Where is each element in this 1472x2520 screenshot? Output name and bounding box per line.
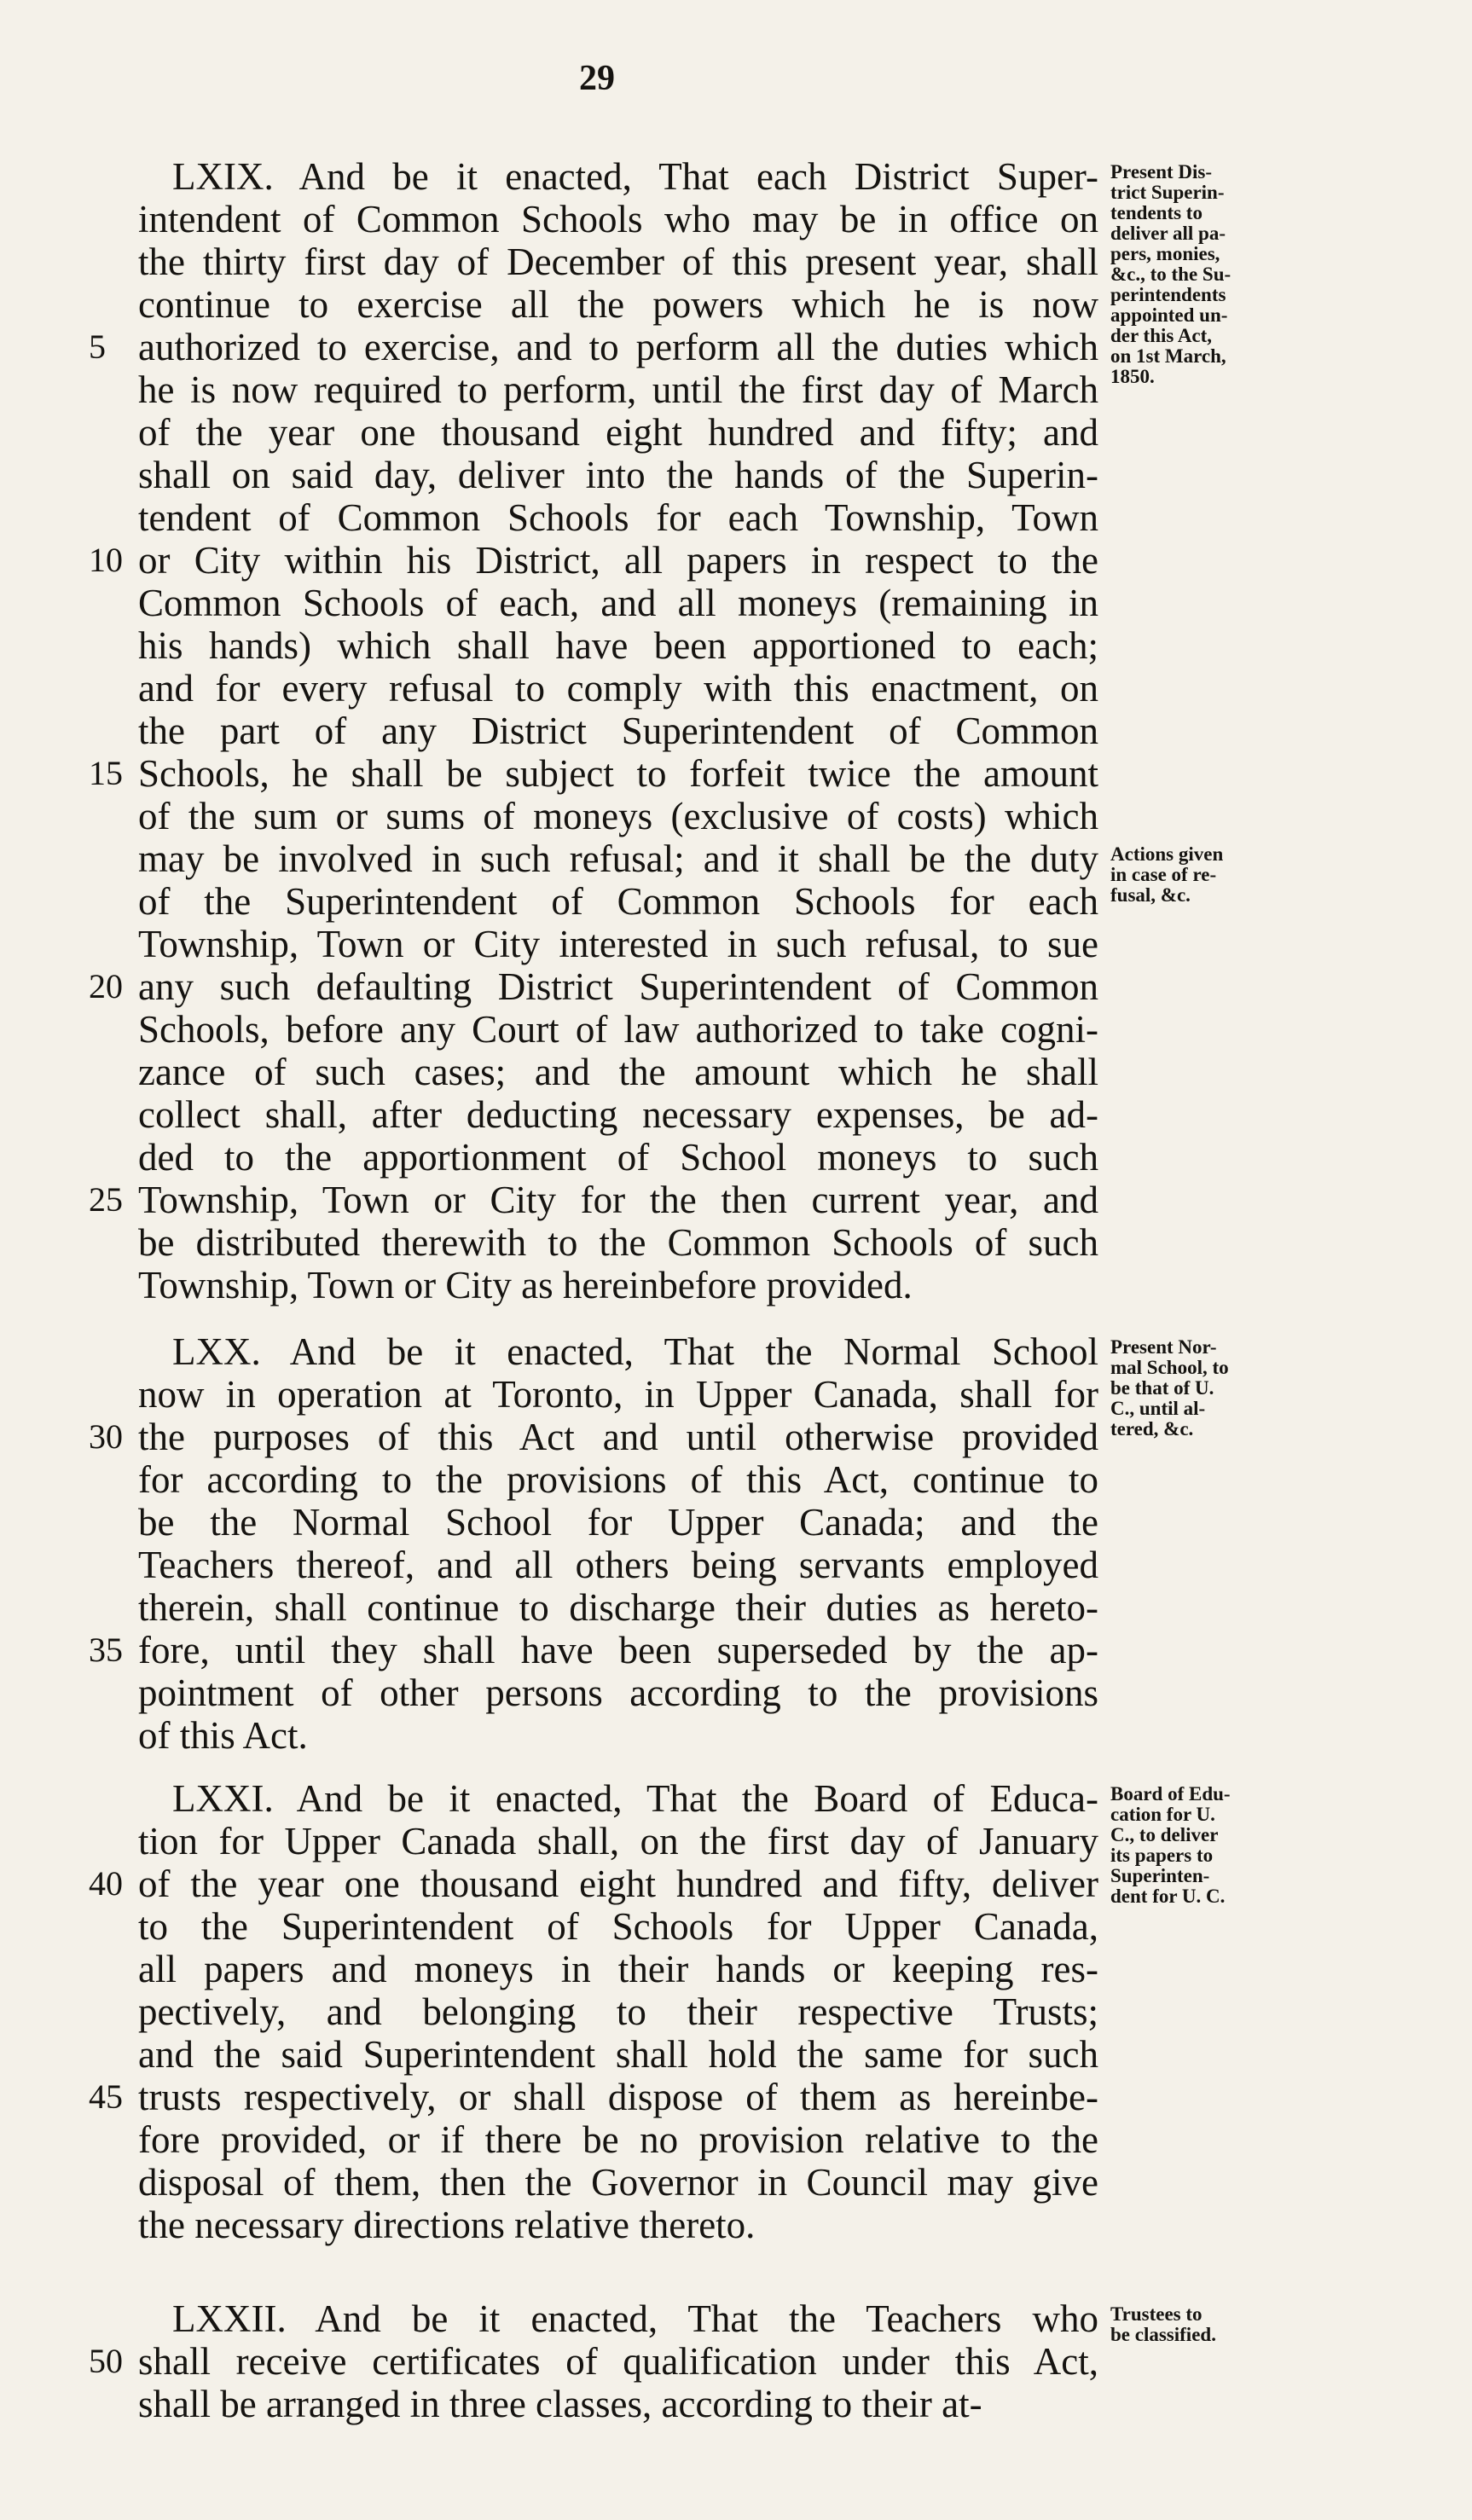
margin-note-line: Superinten- (1110, 1865, 1210, 1886)
margin-note-line: be classified. (1110, 2324, 1216, 2345)
text-line: and for every refusal to comply with this enactment, on (138, 667, 1098, 710)
text-line: he is now required to perform, until the first day of March (138, 368, 1098, 411)
text-line: tion for Upper Canada shall, on the first day of January (138, 1820, 1098, 1862)
margin-note-line: trict Superin- (1110, 182, 1225, 203)
margin-note-line: Trustees to (1110, 2303, 1203, 2325)
line-number: 15 (89, 754, 123, 792)
text-line: may be involved in such refusal; and it shall be the duty (138, 837, 1098, 880)
text-line: be distributed therewith to the Common Schools of such (138, 1221, 1098, 1264)
margin-note-line: tendents to (1110, 202, 1203, 223)
text-line: Teachers thereof, and all others being servants employed (138, 1544, 1098, 1586)
text-line: for according to the provisions of this Act, continue to (138, 1458, 1098, 1501)
text-line: authorized to exercise, and to perform all the duties which (138, 326, 1098, 368)
text-line: of the year one thousand eight hundred and fifty, deliver (138, 1862, 1098, 1905)
text-line: of the year one thousand eight hundred and fifty; and (138, 411, 1098, 454)
text-line: collect shall, after deducting necessary expenses, be ad- (138, 1093, 1098, 1136)
text-line: LXXII. And be it enacted, That the Teachers who (172, 2297, 1098, 2340)
text-line: the thirty first day of December of this present year, shall (138, 240, 1098, 283)
margin-note-line: tered, &c. (1110, 1418, 1194, 1440)
margin-note-line: in case of re- (1110, 864, 1217, 885)
text-line: Common Schools of each, and all moneys (remaining in (138, 582, 1098, 624)
text-line: or City within his District, all papers in respect to the (138, 539, 1098, 582)
text-line: Township, Town or City as hereinbefore provided. (138, 1264, 913, 1306)
text-line: LXIX. And be it enacted, That each District Super- (172, 155, 1098, 198)
text-line: trusts respectively, or shall dispose of them as hereinbe- (138, 2076, 1098, 2118)
line-number: 35 (89, 1631, 123, 1669)
margin-note-line: appointed un- (1110, 304, 1228, 326)
text-line: any such defaulting District Superintendent of Common (138, 965, 1098, 1008)
text-line: intendent of Common Schools who may be in office on (138, 198, 1098, 240)
text-line: disposal of them, then the Governor in Council may give (138, 2161, 1098, 2204)
text-line: tendent of Common Schools for each Township, Town (138, 496, 1098, 539)
text-line: be the Normal School for Upper Canada; and the (138, 1501, 1098, 1544)
margin-note-line: C., until al- (1110, 1398, 1206, 1419)
text-line: now in operation at Toronto, in Upper Canada, shall for (138, 1373, 1098, 1416)
margin-note-line: der this Act, (1110, 325, 1213, 346)
margin-note-line: Present Nor- (1110, 1336, 1217, 1358)
text-line: his hands) which shall have been apportioned to each; (138, 624, 1098, 667)
text-line: shall be arranged in three classes, according to their at- (138, 2383, 982, 2425)
line-number: 10 (89, 541, 123, 579)
margin-note-line: cation for U. (1110, 1804, 1215, 1825)
text-line: and the said Superintendent shall hold the same for such (138, 2033, 1098, 2076)
text-line: of the sum or sums of moneys (exclusive of costs) which (138, 795, 1098, 837)
text-line: pectively, and belonging to their respective Trusts; (138, 1990, 1098, 2033)
margin-note-line: pers, monies, (1110, 243, 1220, 264)
margin-note-line: 1850. (1110, 366, 1155, 387)
page-number: 29 (579, 59, 615, 98)
text-line: the part of any District Superintendent of Common (138, 710, 1098, 752)
text-line: LXXI. And be it enacted, That the Board of Educa- (172, 1777, 1098, 1820)
text-line: Schools, he shall be subject to forfeit twice the amount (138, 752, 1098, 795)
margin-note-line: Present Dis- (1110, 161, 1213, 182)
text-line: continue to exercise all the powers which he is now (138, 283, 1098, 326)
text-line: fore, until they shall have been superseded by the ap- (138, 1629, 1098, 1671)
text-line: Township, Town or City for the then current year, and (138, 1179, 1098, 1221)
margin-note-line: mal School, to (1110, 1357, 1229, 1378)
text-line: therein, shall continue to discharge their duties as hereto- (138, 1586, 1098, 1629)
text-line: ded to the apportionment of School moneys to such (138, 1136, 1098, 1179)
text-line: the purposes of this Act and until otherwise provided (138, 1416, 1098, 1458)
text-line: pointment of other persons according to the provisions (138, 1671, 1098, 1714)
text-line: LXX. And be it enacted, That the Normal School (172, 1330, 1098, 1373)
text-line: shall on said day, deliver into the hands of the Superin- (138, 454, 1098, 496)
text-line: Township, Town or City interested in such refusal, to sue (138, 923, 1098, 965)
text-line: of this Act. (138, 1714, 308, 1757)
text-line: of the Superintendent of Common Schools for each (138, 880, 1098, 923)
line-number: 30 (89, 1417, 123, 1456)
line-number: 25 (89, 1180, 123, 1219)
text-line: zance of such cases; and the amount which he shall (138, 1051, 1098, 1093)
margin-note-line: Actions given (1110, 843, 1224, 865)
margin-note-line: perintendents (1110, 284, 1226, 305)
text-line: all papers and moneys in their hands or keeping res- (138, 1948, 1098, 1990)
margin-note-line: deliver all pa- (1110, 223, 1226, 244)
text-line: Schools, before any Court of law authorized to take cogni- (138, 1008, 1098, 1051)
margin-note-line: C., to deliver (1110, 1824, 1219, 1845)
text-line: shall receive certificates of qualification under this Act, (138, 2340, 1098, 2383)
margin-note-line: dent for U. C. (1110, 1886, 1226, 1907)
margin-note-line: its papers to (1110, 1845, 1214, 1866)
text-line: the necessary directions relative thereto. (138, 2204, 756, 2246)
margin-note-line: Board of Edu- (1110, 1783, 1231, 1805)
text-line: to the Superintendent of Schools for Upper Canada, (138, 1905, 1098, 1948)
line-number: 40 (89, 1864, 123, 1903)
line-number: 50 (89, 2342, 123, 2380)
margin-note-line: &c., to the Su- (1110, 264, 1231, 285)
margin-note-line: be that of U. (1110, 1377, 1214, 1399)
line-number: 5 (89, 327, 106, 366)
line-number: 45 (89, 2077, 123, 2116)
line-number: 20 (89, 967, 123, 1005)
text-line: fore provided, or if there be no provision relative to the (138, 2118, 1098, 2161)
margin-note-line: on 1st March, (1110, 345, 1226, 367)
margin-note-line: fusal, &c. (1110, 884, 1191, 906)
